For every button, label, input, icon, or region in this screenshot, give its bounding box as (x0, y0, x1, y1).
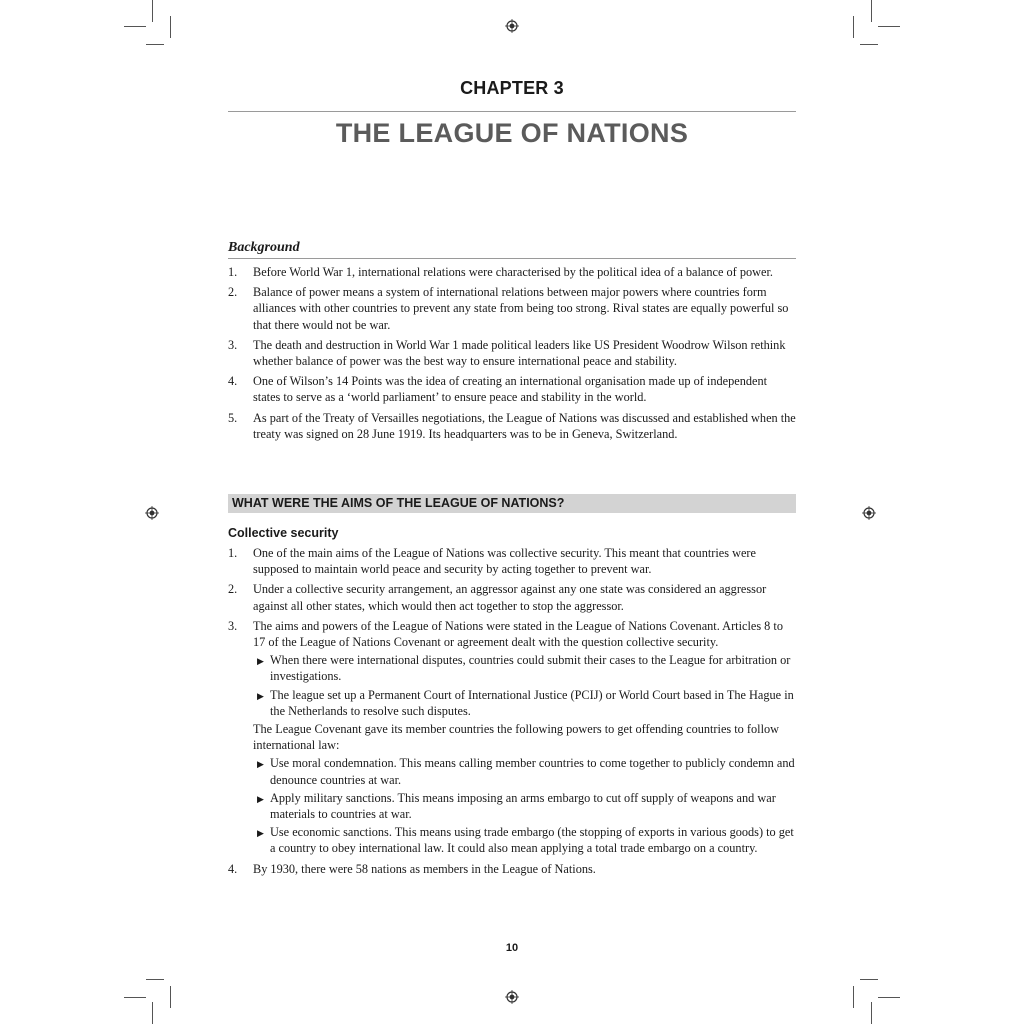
crop-mark (853, 16, 854, 38)
paragraph: The League Covenant gave its member countries the following powers to get offending countries to follow international law: (253, 722, 780, 753)
list-number: 3. (228, 337, 238, 352)
triangle-bullet-icon: ▶ (257, 759, 264, 770)
registration-mark-icon (505, 990, 519, 1004)
list-number: 2. (228, 582, 238, 597)
list-text: By 1930, there were 58 nations as members in the League of Nations. (253, 861, 596, 876)
bullet-text: Use economic sanctions. This means using trade embargo (the stopping of exports in various goods) to get a country to obey international law. It could also mean applying a total trade embargo on a country. (270, 825, 794, 856)
crop-mark (146, 979, 164, 980)
title-divider (228, 111, 796, 112)
list-text: As part of the Treaty of Versailles negotiations, the League of Nations was discussed and established when the treaty was signed on 28 June 1919. Its headquarters was to be in Geneva, Switzerland. (253, 410, 796, 441)
bullet-text: The league set up a Permanent Court of International Justice (PCIJ) or World Court based in The Hague in the Netherlands to resolve such disputes. (270, 687, 794, 718)
list-item (228, 373, 796, 405)
page-number: 10 (505, 942, 519, 954)
registration-mark-icon (145, 506, 159, 520)
crop-mark (152, 1002, 153, 1024)
crop-mark (170, 16, 171, 38)
triangle-bullet-icon: ▶ (257, 793, 264, 804)
bullet-text: When there were international disputes, countries could submit their cases to the League for arbitration or investigations. (270, 653, 791, 684)
list-number: 1. (228, 546, 238, 560)
list-item (228, 410, 796, 442)
bullet-item (253, 687, 796, 719)
list-item (228, 337, 796, 369)
bullet-item (253, 824, 796, 856)
triangle-bullet-icon: ▶ (257, 828, 264, 839)
registration-mark-icon (862, 506, 876, 520)
bullet-item (253, 790, 796, 822)
list-text: The aims and powers of the League of Nations were stated in the League of Nations Covenant. Articles 8 to 17 of the League of Nations Covenant or agreement dealt with the question collective security. (253, 618, 783, 650)
crop-mark (878, 997, 900, 998)
chapter-label: CHAPTER 3 (460, 78, 564, 98)
list-number: 1. (228, 265, 238, 279)
list-text: Before World War 1, international relations were characterised by the political idea of a balance of power. (253, 265, 773, 279)
crop-mark (124, 26, 146, 27)
crop-mark (878, 26, 900, 27)
background-list (228, 264, 796, 446)
bullet-list (253, 755, 796, 856)
subheading-collective-security: Collective security (228, 526, 339, 540)
list-item (228, 545, 796, 577)
list-item (228, 618, 796, 857)
list-text: Balance of power means a system of international relations between major powers where countries form alliances with other countries to prevent any state from being too strong. Rival states are equally powerful so that there would not be war. (253, 285, 789, 332)
triangle-bullet-icon: ▶ (257, 656, 264, 667)
list-item (228, 264, 796, 280)
crop-mark (871, 1002, 872, 1024)
list-number: 5. (228, 410, 238, 425)
bullet-text: Use moral condemnation. This means calling member countries to come together to publicly condemn and denounce countries at war. (270, 756, 795, 787)
crop-mark (146, 44, 164, 45)
list-number: 4. (228, 861, 238, 876)
section-band-aims: WHAT WERE THE AIMS OF THE LEAGUE OF NATIONS? (228, 494, 796, 513)
bullet-text: Apply military sanctions. This means imposing an arms embargo to cut off supply of weapons and war materials to countries at war. (270, 790, 776, 822)
list-item (228, 581, 796, 613)
list-number: 3. (228, 618, 238, 633)
list-number: 4. (228, 374, 238, 389)
section-heading-background: Background (228, 240, 796, 259)
crop-mark (860, 979, 878, 980)
list-text: One of the main aims of the League of Nations was collective security. This meant that countries were supposed to maintain world peace and security by acting together to prevent war. (253, 546, 756, 577)
registration-mark-icon (505, 19, 519, 33)
crop-mark (124, 997, 146, 998)
crop-mark (853, 986, 854, 1008)
list-text: The death and destruction in World War 1 made political leaders like US President Woodrow Wilson rethink whether balance of power was the best way to ensure international peace and stability. (253, 337, 786, 369)
bullet-item (253, 755, 796, 787)
page-title: THE LEAGUE OF NATIONS (335, 118, 689, 148)
list-item (228, 861, 796, 877)
list-text: Under a collective security arrangement, an aggressor against any one state was considered an aggressor against all other states, which would then act together to stop the aggressor. (253, 582, 767, 613)
crop-mark (170, 986, 171, 1008)
crop-mark (871, 0, 872, 22)
crop-mark (152, 0, 153, 22)
bullet-list (253, 652, 796, 719)
aims-list (228, 545, 796, 881)
list-item (228, 284, 796, 333)
crop-mark (860, 44, 878, 45)
bullet-item (253, 652, 796, 684)
list-number: 2. (228, 285, 238, 300)
triangle-bullet-icon: ▶ (257, 690, 264, 701)
list-text: One of Wilson’s 14 Points was the idea of creating an international organisation made up of independent states to serve as a ‘world parliament’ to ensure peace and stability in the world. (253, 374, 768, 405)
